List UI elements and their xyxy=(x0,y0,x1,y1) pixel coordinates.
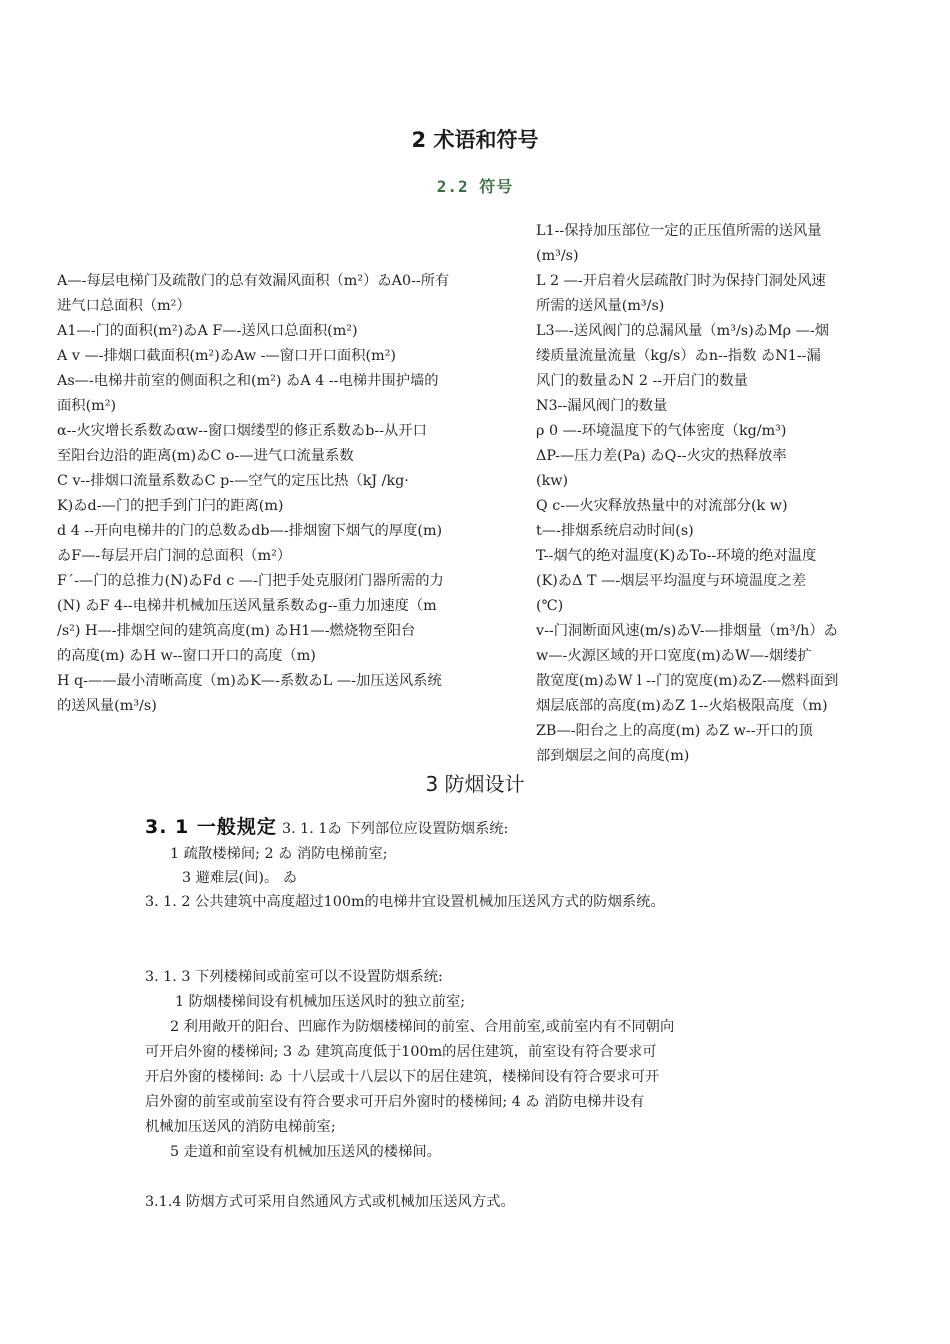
symbol-line: w—-火源区域的开口宽度(m)ゐW—-烟缕扩 xyxy=(536,648,812,664)
symbol-line: A v —-排烟口截面积(m²)ゐAw -—窗口开口面积(m²) xyxy=(57,348,396,364)
symbol-line: L3—-送风阀门的总漏风量（m³/s)ゐMρ —-烟 xyxy=(536,323,830,339)
symbol-line: As—-电梯井前室的侧面积之和(m²) ゐA 4 --电梯井围护墙的 xyxy=(57,373,439,389)
clause-3-1-1-items: 1 疏散楼梯间; 2 ゐ 消防电梯前室; xyxy=(170,846,388,862)
clause-3-1-1-lead: 3. 1. 1ゐ 下列部位应设置防烟系统: xyxy=(281,821,509,837)
symbols-right-column xyxy=(536,219,901,769)
symbol-line: 的送风量(m³/s) xyxy=(57,698,157,714)
symbol-line: K)ゐd-—门的把手到门闩的距离(m) xyxy=(57,498,284,514)
chapter3-heading: 3 防烟设计 xyxy=(425,772,525,796)
symbol-line: 风门的数量ゐN 2 --开启门的数量 xyxy=(536,373,748,389)
symbol-line: T--烟气的绝对温度(K)ゐTo--环境的绝对温度 xyxy=(536,548,817,564)
symbol-line: 进气口总面积（m²） xyxy=(57,298,191,314)
clause-3-1-3-line: 机械加压送风的消防电梯前室; xyxy=(145,1119,336,1135)
clause-3-1-3-line: 5 走道和前室设有机械加压送风的楼梯间。 xyxy=(170,1144,441,1160)
clause-3-1-3-line: 1 防烟楼梯间设有机械加压送风时的独立前室; xyxy=(175,994,466,1010)
symbol-line: (K)ゐΔ T —-烟层平均温度与环境温度之差 xyxy=(536,573,807,589)
symbol-line: 缕质量流量流量（kg/s）ゐn--指数 ゐN1--漏 xyxy=(536,348,821,364)
symbol-line: A1—-门的面积(m²)ゐA F—-送风口总面积(m²) xyxy=(57,323,358,339)
symbol-line: 散宽度(m)ゐW l --门的宽度(m)ゐZ-—燃料面到 xyxy=(536,673,839,689)
section-heading-symbols: 2.2 符号 xyxy=(436,177,514,196)
symbol-line: ρ 0 —-环境温度下的气体密度（kg/m³) xyxy=(536,423,787,439)
symbol-line: (kw) xyxy=(536,473,569,489)
clause-3-1-1-item3: 3 避难层(间)。 ゐ xyxy=(182,870,298,886)
symbol-line: d 4 --开向电梯井的门的总数ゐdb—-排烟窗下烟气的厚度(m) xyxy=(57,523,443,539)
symbol-line: /s²) H—-排烟空间的建筑高度(m) ゐH1—-燃烧物至阳台 xyxy=(57,623,416,639)
symbol-line: t—-排烟系统启动时间(s) xyxy=(536,523,694,539)
symbols-left-column xyxy=(57,269,527,719)
symbol-line: (℃) xyxy=(536,598,564,614)
symbol-line: L 2 —-开启着火层疏散门时为保持门洞处风速 xyxy=(536,273,826,289)
symbol-line: (N) ゐF 4--电梯井机械加压送风量系数ゐg--重力加速度（m xyxy=(57,598,437,614)
clause-3-1-2: 3. 1. 2 公共建筑中高度超过100m的电梯井宜设置机械加压送风方式的防烟系统。 xyxy=(145,894,665,910)
symbol-line: 面积(m²) xyxy=(57,398,117,414)
chapter-heading: 2 术语和符号 xyxy=(411,128,539,152)
symbol-line: ΔP-—压力差(Pa) ゐQ--火灾的热释放率 xyxy=(536,448,787,464)
symbol-line: C v--排烟口流量系数ゐC p-—空气的定压比热（kJ /kg· xyxy=(57,473,409,489)
symbol-line: α--火灾增长系数ゐαw--窗口烟缕型的修正系数ゐb--从开口 xyxy=(57,423,427,439)
section-3-1-title: 3. 1 一般规定 xyxy=(145,816,277,838)
section-3-1 xyxy=(145,812,508,839)
symbol-line: F´-—门的总推力(N)ゐFd c —-门把手处克服闭门器所需的力 xyxy=(57,573,444,589)
clause-3-1-3-line: 启外窗的前室或前室设有符合要求可开启外窗时的楼梯间; 4 ゐ 消防电梯井设有 xyxy=(145,1094,645,1110)
symbol-line: ZB—-阳台之上的高度(m) ゐZ w--开口的顶 xyxy=(536,723,813,739)
clause-3-1-3-line: 2 利用敞开的阳台、凹廊作为防烟楼梯间的前室、合用前室,或前室内有不同朝向 xyxy=(170,1019,675,1035)
symbol-line: ゐF—-每层开启门洞的总面积（m²） xyxy=(57,548,292,564)
symbol-line: v--门洞断面风速(m/s)ゐV-—排烟量（m³/h）ゐ xyxy=(536,623,838,639)
symbol-line: 部到烟层之间的高度(m) xyxy=(536,748,690,764)
symbol-line: (m³/s) xyxy=(536,248,579,264)
clause-3-1-4: 3.1.4 防烟方式可采用自然通风方式或机械加压送风方式。 xyxy=(145,1194,515,1210)
symbol-line: N3--漏风阀门的数量 xyxy=(536,398,668,414)
symbol-line: 所需的送风量(m³/s) xyxy=(536,298,665,314)
symbol-line: 的高度(m) ゐH w--窗口开口的高度（m) xyxy=(57,648,316,664)
clause-3-1-3-line: 开启外窗的楼梯间: ゐ 十八层或十八层以下的居住建筑，楼梯间设有符合要求可开 xyxy=(145,1069,660,1085)
symbol-line: H q-——最小清晰高度（m)ゐK—-系数ゐL —-加压送风系统 xyxy=(57,673,442,689)
symbol-line: Q c-—火灾释放热量中的对流部分(k w) xyxy=(536,498,788,514)
clause-3-1-3-lead: 3. 1. 3 下列楼梯间或前室可以不设置防烟系统: xyxy=(145,969,443,985)
symbol-line: 烟层底部的高度(m)ゐZ 1--火焰极限高度（m) xyxy=(536,698,828,714)
symbol-line: L1--保持加压部位一定的正压值所需的送风量 xyxy=(536,223,822,239)
symbol-line: A—-每层电梯门及疏散门的总有效漏风面积（m²）ゐA0--所有 xyxy=(57,273,450,289)
symbol-line: 至阳台边沿的距离(m)ゐC o-—进气口流量系数 xyxy=(57,448,354,464)
clause-3-1-3-line: 可开启外窗的楼梯间; 3 ゐ 建筑高度低于100m的居住建筑，前室设有符合要求可 xyxy=(145,1044,657,1060)
